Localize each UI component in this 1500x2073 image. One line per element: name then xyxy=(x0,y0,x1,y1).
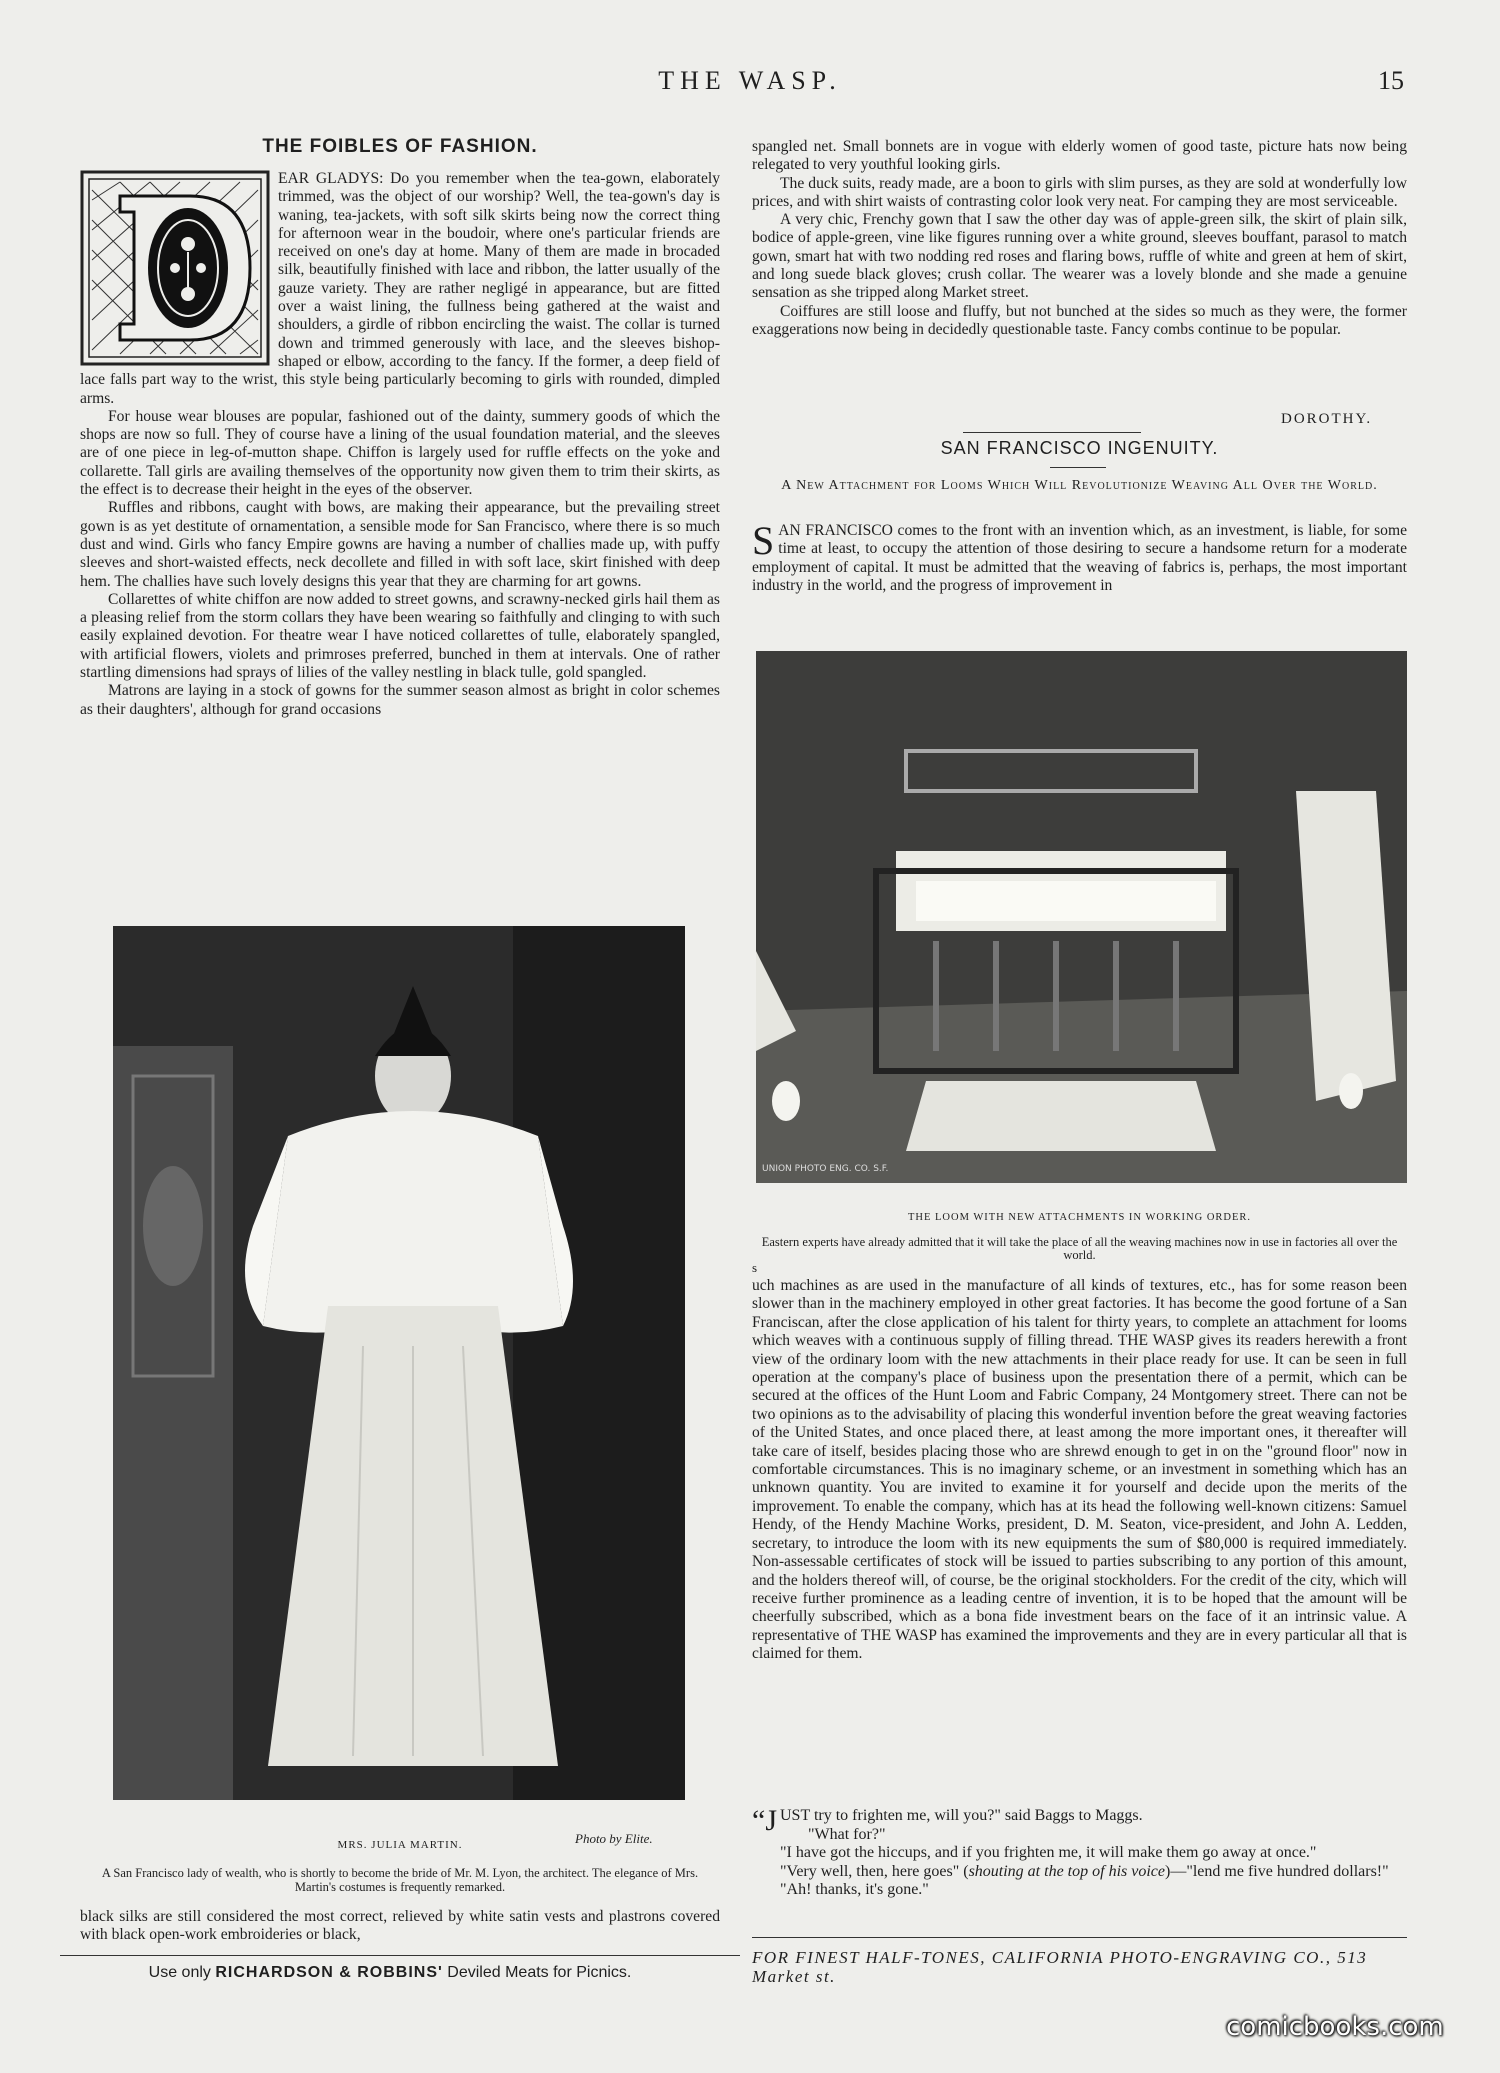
ingenuity-paragraph: uch machines as are used in the manufacture of all kinds of textures, etc., has for some reason been slower than in the machinery employed in other great factories. It has become the good fortune of a San Franciscan, after the close application of his talent for thirty years, to complete an attachment for looms which weaves with a continuous supply of filling thread. THE WASP gives its readers herewith a front view of the ordinary loom with the new attachments in their place ready for use. It can be seen in full operation at the company's place of business upon the presentation there of a permit, which can be secured at the offices of the Hunt Loom and Fabric Company, 24 Montgomery street. There can not be two opinions as to the advisability of placing this wonderful invention before the great weaving factories of the United States, and once placed there, at least among the more important ones, it thereafter will take care of itself, besides placing those who are shrewd enough to get in on the "ground floor" now in comfortable circumstances. This is no imaginary scheme, or an investment in something which has an unknown quantity. You are invited to examine it for yourself and decide upon the merits of the improvement. To enable the company, which has at its head the following well-known citizens: Samuel Hendy, of the Hendy Machine Works, president, D. M. Seaton, vice-president, and John A. Ledden, secretary, to introduce the loom with its new equipments the sum of $80,000 is required immediately. Non-assessable certificates of stock will be issued to parties subscribing to any portion of this amount, and the holders thereof will, of course, be the original stockholders. For the credit of the city, which will receive further prominence as a leading centre of invention, it is to be hoped that the amount will be cheerfully subscribed, which as a bona fide investment bears on the face of it an intrinsic value. A representative of THE WASP has examined the improvements and they are in every particular all that is claimed for them. xyxy=(752,1277,1407,1663)
fashion-paragraph: Ruffles and ribbons, caught with bows, are making their appearance, but the prevailing street gown is as yet destitute of ornamentation, a sensible mode for San Francisco, where there is so much dust and wind. Girls who fancy Empire gowns are having a number of challies made up, with puffy sleeves and short-waisted effects, neck decollete and filled in with soft lace, skirt finished with deep hem. The challies have such lovely designs this year that they are charming for art gowns. xyxy=(80,499,720,590)
loom-photograph xyxy=(756,651,1407,1183)
stray-letter: s xyxy=(752,1260,758,1275)
portrait-photograph xyxy=(113,926,685,1800)
divider xyxy=(1050,467,1106,468)
author-signature: DOROTHY. xyxy=(1281,411,1373,427)
ad-photo-engraving: FOR FINEST HALF-TONES, CALIFORNIA PHOTO-ENGRAVING CO., 513 Market st. xyxy=(752,1948,1368,1986)
ad-text: Use only xyxy=(148,1964,211,1981)
loom-image-title: THE LOOM WITH NEW ATTACHMENTS IN WORKING ORDER. xyxy=(907,1212,1252,1223)
joke-line: UST try to frighten me, will you?" said Baggs to Maggs. xyxy=(780,1807,1143,1824)
divider xyxy=(752,1937,1407,1938)
fashion-paragraph: Matrons are laying in a stock of gowns for the summer season almost as bright in color schemes as their daughters', although for grand occasions xyxy=(80,682,720,718)
fashion-first-paragraph: EAR GLADYS: Do you remember when the tea-gown, elaborately trimmed, was the object of our worship? Well, the tea-gown's day is waning, tea-jackets, with soft silk skirts being now the correct thing for afternoon wear in the boudoir, where one's particular friends are received on one's day at home. Many of them are made in brocaded silk, beautifully finished with lace and ribbon, the latter usually of the gauze variety. They are rather negligé in appearance, but are fitted over a waist lining, the fullness being gathered at the waist and shoulders, a girdle of ribbon encircling the waist. The collar is turned down and trimmed generously with lace, and the sleeves bishop-shaped or elbow, according to the fancy. If the former, a deep field of lace falls part way to the wrist, this style being particularly becoming to girls with rounded, dimpled arms. xyxy=(80,170,720,407)
fashion-paragraph: black silks are still considered the most correct, relieved by white satin vests and plastrons covered with black open-work embroideries or black, xyxy=(80,1908,720,1944)
ingenuity-paragraph: AN FRANCISCO comes to the front with an invention which, as an investment, is liable, for some time at least, to occupy the attention of those desiring to secure a handsome return for a moderate employment of capital. It must be admitted that the weaving of fabrics is, perhaps, the most important industry in the world, and the progress of improvement in xyxy=(752,522,1407,594)
fashion-paragraph: Coiffures are still loose and fluffy, but not bunched at the sides so much as they were, the former exaggerations now being in decidedly questionable taste. Fancy combs continue to be popular. xyxy=(752,302,1407,338)
fashion-article-bottom xyxy=(80,1908,720,1945)
joke-line: "I have got the hiccups, and if you frighten me, it will make them go away at once." xyxy=(780,1844,1317,1862)
portrait-woman-image xyxy=(113,926,685,1800)
fashion-paragraph: A very chic, Frenchy gown that I saw the other day was of apple-green silk, the skirt of plain silk, bodice of apple-green, vine like figures running over a white ground, sleeves bouffant, parasol to match gown, smart hat with two nodding red roses and flaring bows, ruffle of white and green at hem of skirt, and long suede black gloves; crush collar. The wearer was a lovely blonde and she made a genuine sensation as she tripped along Market street. xyxy=(752,211,1407,302)
watermark: comicbooks.com xyxy=(1226,2012,1444,2042)
joke-section xyxy=(752,1804,1407,1900)
drop-letter: S xyxy=(752,518,775,563)
joke-line: "Very well, then, here goes" ( xyxy=(780,1862,969,1880)
ingenuity-intro xyxy=(752,518,1407,595)
fashion-paragraph: The duck suits, ready made, are a boon to girls with slim purses, as they are sold at wonderfully low prices, and with shirt waists of contrasting color look very neat. For camping they are most serviceable. xyxy=(752,174,1407,210)
loom-machine-image xyxy=(756,651,1407,1183)
loom-image-caption: Eastern experts have already admitted that it will take the place of all the weaving machines now in use in factories all over the world. xyxy=(761,1235,1398,1262)
photo-caption: A San Francisco lady of wealth, who is shortly to become the bride of Mr. M. Lyon, the architect. The elegance of Mrs. Martin's costumes is frequently remarked. xyxy=(101,1866,699,1894)
page-number: 15 xyxy=(1378,66,1404,95)
fashion-heading: THE FOIBLES OF FASHION. xyxy=(262,136,538,157)
ornamental-letter-d-icon xyxy=(80,170,270,366)
fashion-paragraph: spangled net. Small bonnets are in vogue with elderly women of good taste, picture hats now being relegated to very youthful looking girls. xyxy=(752,138,1407,174)
divider xyxy=(60,1955,740,1956)
joke-stage-direction: shouting at the top of his voice xyxy=(968,1862,1165,1880)
ingenuity-subheading: A New Attachment for Looms Which Will Revolutionize Weaving All Over the World. xyxy=(781,478,1378,493)
ingenuity-heading: SAN FRANCISCO INGENUITY. xyxy=(940,438,1219,458)
ad-text: Deviled Meats for Picnics. xyxy=(447,1964,632,1981)
photo-credit: Photo by Elite. xyxy=(575,1831,653,1846)
ingenuity-body xyxy=(752,1277,1407,1664)
divider xyxy=(963,432,1141,433)
fashion-article-top xyxy=(80,170,720,719)
drop-letter: “J xyxy=(752,1804,777,1837)
fashion-paragraph: Collarettes of white chiffon are now added to street gowns, and scrawny-necked girls hail them as a pleasing relief from the storm collars they have been wearing so faithfully and clinging to with such easily explained devotion. For theatre wear I have noticed collarettes of tulle, elaborately spangled, with artificial flowers, violets and primroses preferred, bunched in them at intervals. One of rather startling dimensions had sprays of lilies of the valley nestling in black tulle, gold spangled. xyxy=(80,590,720,682)
page-header-title: THE WASP. xyxy=(658,66,842,95)
ad-brand: RICHARDSON & ROBBINS' xyxy=(215,1964,443,1981)
joke-line: "What for?" xyxy=(808,1825,886,1843)
fashion-article-continued xyxy=(752,138,1407,339)
photo-subject-name: MRS. JULIA MARTIN. xyxy=(337,1839,463,1851)
engraver-credit: UNION PHOTO ENG. CO. S.F. xyxy=(762,1164,889,1174)
joke-line: )—"lend me five hundred dollars!" xyxy=(1164,1862,1389,1880)
joke-line: "Ah! thanks, it's gone." xyxy=(780,1881,929,1899)
ad-richardson-robbins xyxy=(40,1964,740,1982)
fashion-paragraph: For house wear blouses are popular, fashioned out of the dainty, summery goods of which the shops are now so full. They of course have a lining of the usual foundation material, and the sleeves are of one piece in leg-of-mutton shape. Chiffon is largely used for ruffle effects on the yoke and collarette. Tall girls are availing themselves of the opportunity now given them to trim their skirts, as the effect is to decrease their height in the eyes of the observer. xyxy=(80,407,720,499)
